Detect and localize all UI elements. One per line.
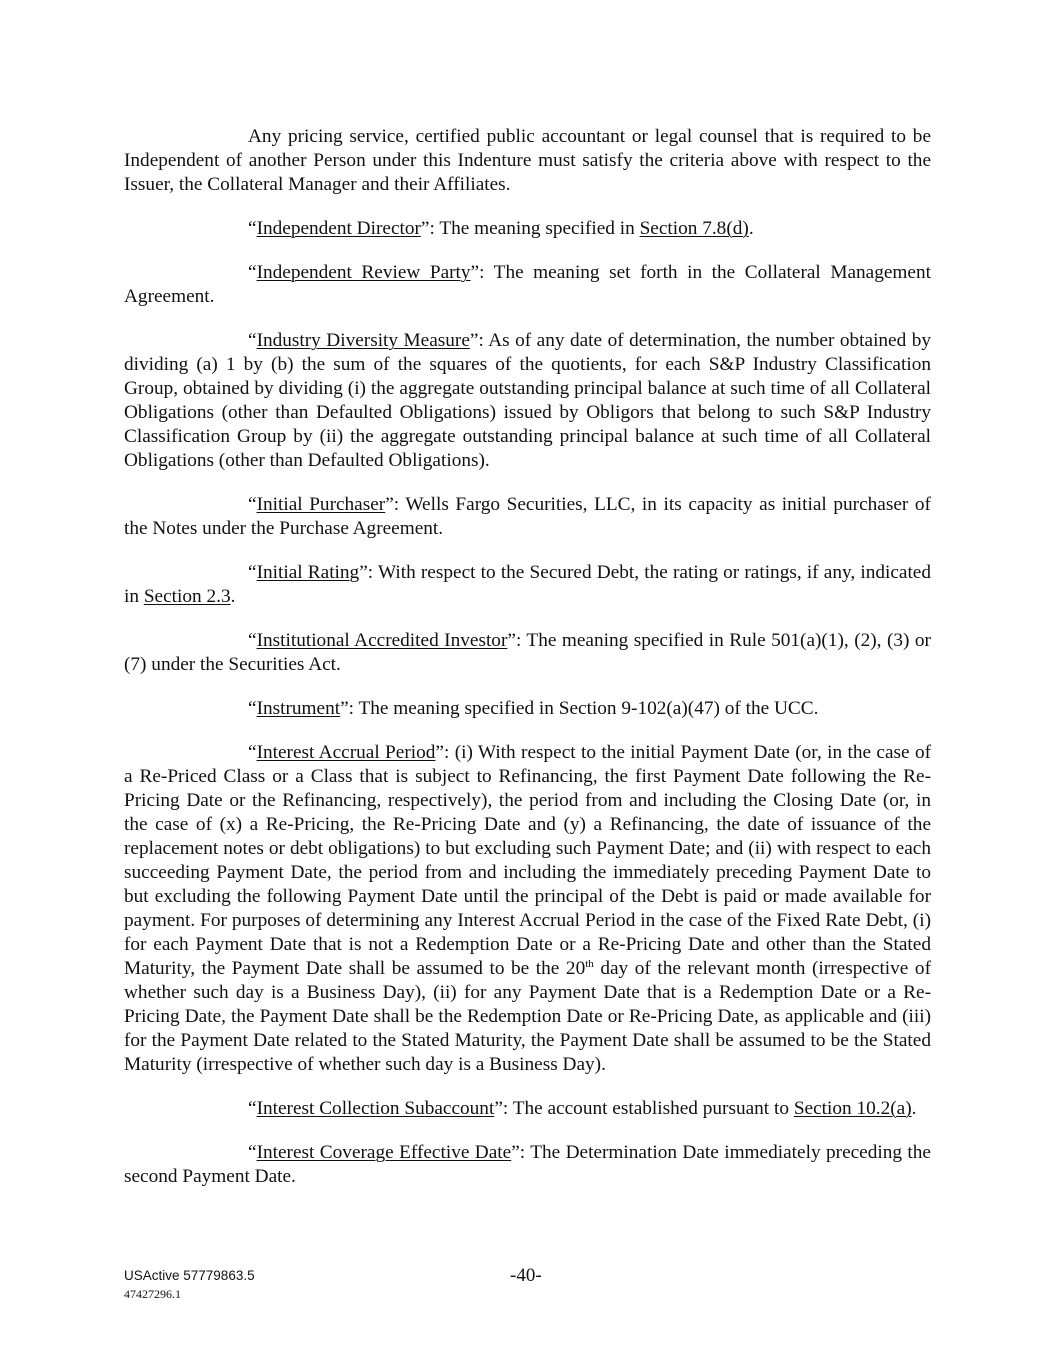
definition-text: : The Determination Date immediately preceding the second Payment Date. <box>124 1142 931 1187</box>
section-reference-link[interactable]: Section 2.3 <box>143 586 231 607</box>
definition-interest-coverage-effective-date <box>124 1141 931 1189</box>
definition-initial-rating <box>124 561 931 609</box>
quote-close: ” <box>470 262 480 283</box>
definition-industry-diversity-measure <box>124 329 931 473</box>
definition-text: : With respect to the Secured Debt, the rating or ratings, if any, indicated in <box>124 562 932 607</box>
page-number: -40- <box>510 1265 542 1286</box>
definition-text: . <box>230 586 236 607</box>
quote-open: “ <box>248 698 257 719</box>
quote-open: “ <box>248 262 257 283</box>
defined-term: Institutional Accredited Investor <box>256 630 508 651</box>
definition-institutional-accredited-investor <box>124 629 931 677</box>
definition-text: : As of any date of determination, the number obtained by dividing (a) 1 by (b) the sum of the squares of the quotients, for each S&P Industry Classification Group, obtained by dividing (i) the aggregate outstanding principal balance at such time of all Collateral Obligations (other than Defaulted Obligations) issued by Obligors that belong to such S&P Industry Classification Group by (ii) the aggregate outstanding principal balance at such time of all Collateral Obligations (other than Defaulted Obligations). <box>124 330 932 471</box>
defined-term: Initial Purchaser <box>256 494 386 515</box>
quote-close: ” <box>420 218 430 239</box>
definition-text: : The meaning specified in Section 9-102(a)(47) of the UCC. <box>348 698 819 719</box>
quote-close: ” <box>385 494 394 515</box>
paragraph-text: Any pricing service, certified public accountant or legal counsel that is required to be Independent of another Person under this Indenture must satisfy the criteria above with respect to the Issuer, the Collateral Manager and their Affiliates. <box>124 126 931 195</box>
defined-term: Interest Accrual Period <box>256 742 436 763</box>
quote-open: “ <box>248 330 257 351</box>
definition-text: . <box>911 1098 917 1119</box>
defined-term: Interest Collection Subaccount <box>256 1098 495 1119</box>
defined-term: Industry Diversity Measure <box>256 330 470 351</box>
defined-term: Instrument <box>256 698 341 719</box>
quote-close: ” <box>494 1098 503 1119</box>
quote-open: “ <box>248 494 257 515</box>
definition-text: day of the relevant month (irrespective of whether such day is a Business Day), (ii) for any Payment Date that is a Redemption Date or a Re-Pricing Date, the Payment Date shall be the Redemption Date or Re-Pricing Date, as applicable and (iii) for the Payment Date related to the Stated Maturity, the Payment Date shall be assumed to be the Stated Maturity (irrespective of whether such day is a Business Day). <box>124 958 931 1075</box>
quote-close: ” <box>359 562 368 583</box>
definition-initial-purchaser <box>124 493 931 541</box>
quote-open: “ <box>248 562 257 583</box>
definition-text: : The meaning specified in Rule 501(a)(1), (2), (3) or (7) under the Securities Act. <box>124 630 931 675</box>
definition-interest-accrual-period <box>124 741 931 1077</box>
section-reference-link[interactable]: Section 7.8(d) <box>639 218 749 239</box>
definition-independent-review-party <box>124 261 931 309</box>
definition-text: : (i) With respect to the initial Payment Date (or, in the case of a Re-Priced Class or a Class that is subject to Refinancing, the first Payment Date following the Re-Pricing Date or the Refinancing, respectively), the period from and including the Closing Date (or, in the case of (x) a Re-Pricing, the Re-Pricing Date and (y) a Refinancing, the date of issuance of the replacement notes or debt obligations) to but excluding such Payment Date; and (ii) with respect to each succeeding Payment Date, the period from and including the immediately preceding Payment Date to but excluding the following Payment Date until the principal of the Debt is paid or made available for payment. For purposes of determining any Interest Accrual Period in the case of the Fixed Rate Debt, (i) for each Payment Date that is not a Redemption Date or a Re-Pricing Date and other than the Stated Maturity, the Payment Date shall be assumed to be the 20 <box>124 742 932 979</box>
quote-close: ” <box>435 742 444 763</box>
definition-instrument <box>124 697 931 721</box>
definition-interest-collection-subaccount <box>124 1097 931 1121</box>
definition-independent-director <box>124 217 931 241</box>
ordinal-superscript: th <box>585 958 594 970</box>
definition-text: : The meaning set forth in the Collateral Management Agreement. <box>124 262 931 307</box>
quote-open: “ <box>248 1142 257 1163</box>
quote-open: “ <box>248 742 257 763</box>
quote-open: “ <box>248 630 257 651</box>
definition-text: : Wells Fargo Securities, LLC, in its capacity as initial purchaser of the Notes under the Purchase Agreement. <box>124 494 931 539</box>
section-reference-link[interactable]: Section 10.2(a) <box>793 1098 912 1119</box>
definition-text: . <box>748 218 754 239</box>
definition-text: : The meaning specified in <box>429 218 640 239</box>
document-page <box>124 125 931 1209</box>
quote-close: ” <box>469 330 479 351</box>
definition-text: : The account established pursuant to <box>502 1098 794 1119</box>
defined-term: Interest Coverage Effective Date <box>256 1142 512 1163</box>
quote-close: ” <box>340 698 349 719</box>
footer-document-id: USActive 57779863.5 <box>124 1268 255 1283</box>
defined-term: Independent Review Party <box>256 262 471 283</box>
quote-close: ” <box>511 1142 520 1163</box>
defined-term: Independent Director <box>256 218 421 239</box>
quote-open: “ <box>248 218 257 239</box>
quote-open: “ <box>248 1098 257 1119</box>
defined-term: Initial Rating <box>256 562 360 583</box>
quote-close: ” <box>507 630 516 651</box>
footer-sub-id: 47427296.1 <box>124 1287 181 1301</box>
paragraph-independent-criteria <box>124 125 931 197</box>
